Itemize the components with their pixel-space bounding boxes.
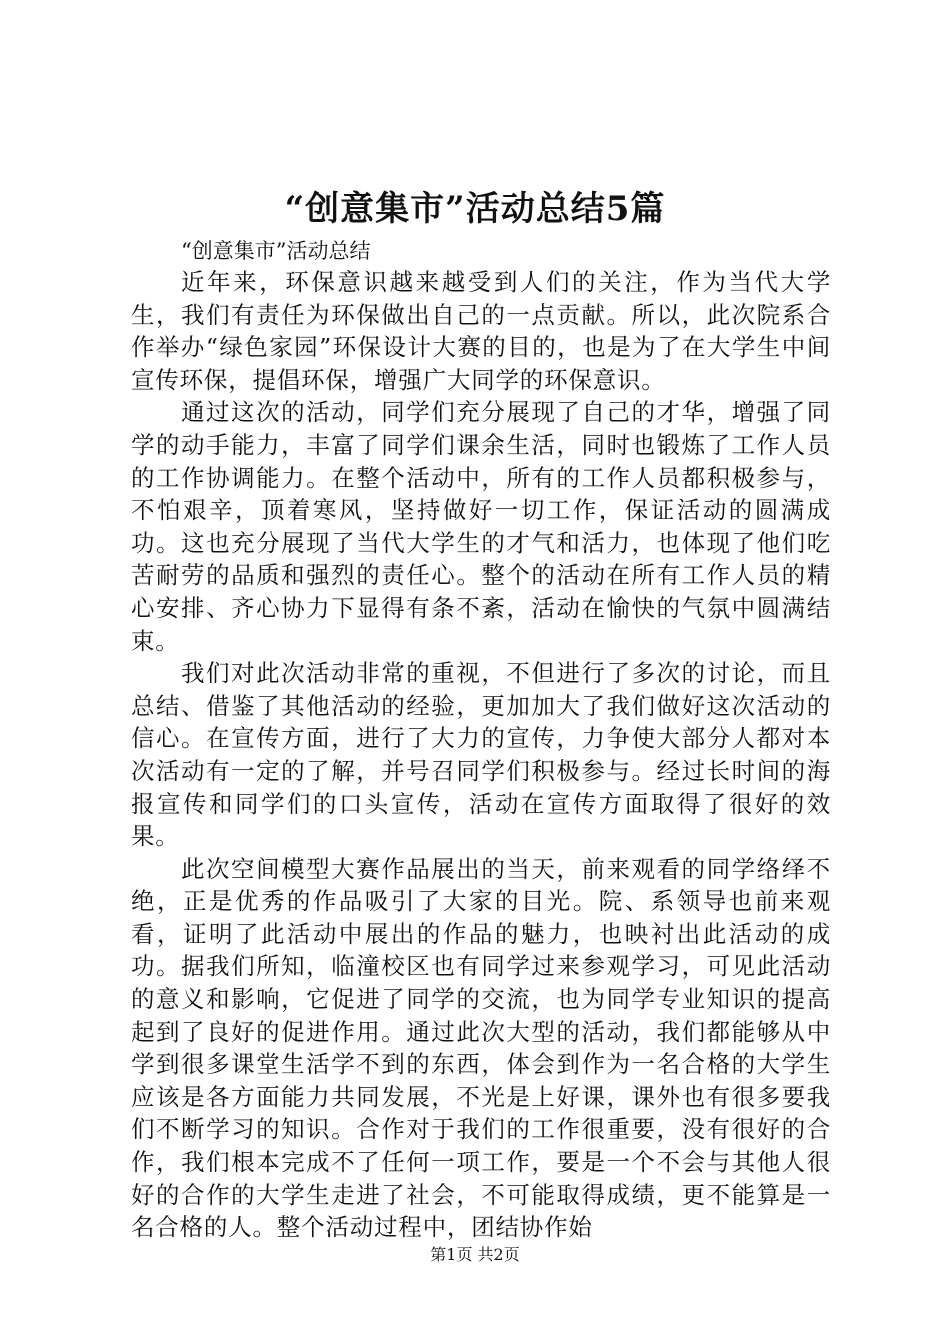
paragraph-2: 通过这次的活动，同学们充分展现了自己的才华，增强了同学的动手能力，丰富了同学们课余生活，同时也锻炼了工作人员的工作协调能力。在整个活动中，所有的工作人员都积极参与，不怕艰辛，顶着寒风，坚持做好一切工作，保证活动的圆满成功。这也充分展现了当代大学生的才气和活力，也体现了他们吃苦耐劳的品质和强烈的责任心。整个的活动在所有工作人员的精心安排、齐心协力下显得有条不紊，活动在愉快的气氛中圆满结束。 bbox=[131, 398, 831, 655]
paragraph-1: 近年来，环保意识越来越受到人们的关注，作为当代大学生，我们有责任为环保做出自己的一点贡献。所以，此次院系合作举办“绿色家园”环保设计大赛的目的，也是为了在大学生中间宣传环保，提倡环保，增强广大同学的环保意识。 bbox=[131, 268, 831, 394]
paragraph-3: 我们对此次活动非常的重视，不但进行了多次的讨论，而且总结、借鉴了其他活动的经验，更加加大了我们做好这次活动的信心。在宣传方面，进行了大力的宣传，力争使大部分人都对本次活动有一定的了解，并号召同学们积极参与。经过长时间的海报宣传和同学们的口头宣传，活动在宣传方面取得了很好的效果。 bbox=[131, 659, 831, 851]
paragraph-4: 此次空间模型大赛作品展出的当天，前来观看的同学络绎不绝，正是优秀的作品吸引了大家的目光。院、系领导也前来观看，证明了此活动中展出的作品的魅力，也映衬出此活动的成功。据我们所知，临潼校区也有同学过来参观学习，可见此活动的意义和影响，它促进了同学的交流，也为同学专业知识的提高起到了良好的促进作用。通过此次大型的活动，我们都能够从中学到很多课堂生活学不到的东西，体会到作为一名合格的大学生应该是各方面能力共同发展，不光是上好课，课外也有很多要我们不断学习的知识。合作对于我们的工作很重要，没有很好的合作，我们根本完成不了任何一项工作，要是一个不会与其他人很好的合作的大学生走进了社会，不可能取得成绩，更不能算是一名合格的人。整个活动过程中，团结协作始 bbox=[131, 854, 831, 1242]
document-title: “创意集市”活动总结5篇 bbox=[284, 189, 666, 229]
document-body bbox=[131, 236, 831, 1244]
section-subtitle: “创意集市”活动总结 bbox=[181, 239, 371, 263]
page-number-footer: 第1页 共2页 bbox=[430, 1245, 520, 1264]
